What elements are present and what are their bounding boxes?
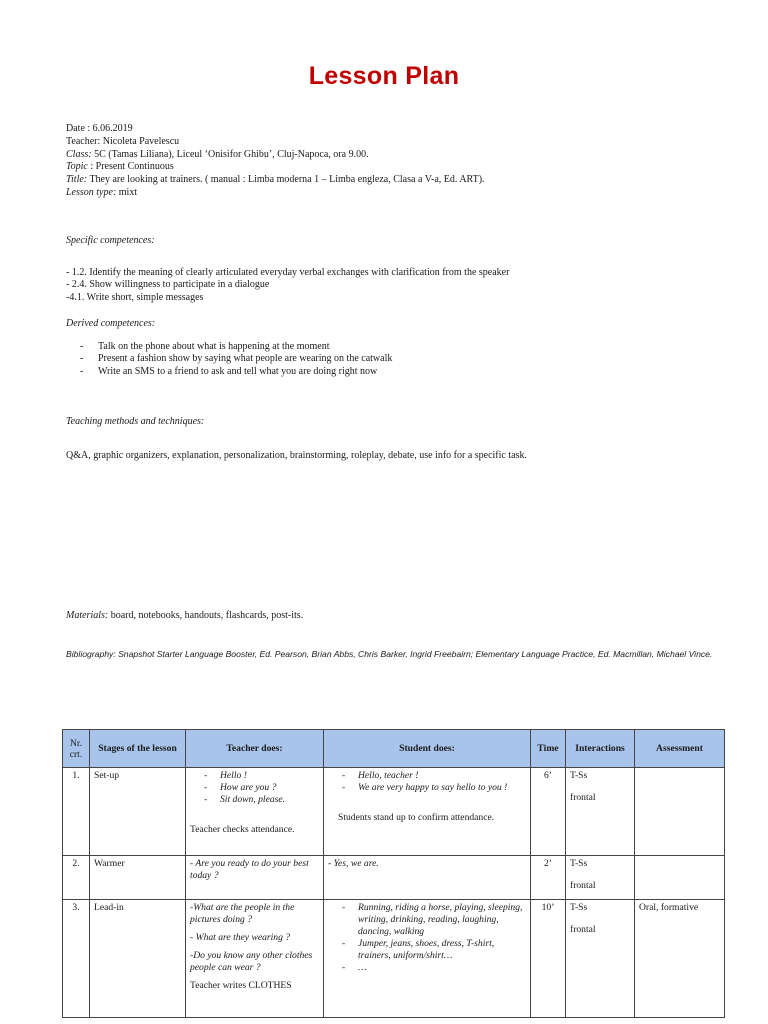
row-time: 10’ (531, 900, 566, 1018)
lesson-meta (66, 123, 485, 200)
row-interactions: T-Ss frontal (566, 768, 635, 856)
list-item: - … (328, 962, 526, 974)
row-number: 1. (63, 768, 90, 856)
row-interactions: T-Ss frontal (566, 856, 635, 900)
row-number: 2. (63, 856, 90, 900)
row-time: 6’ (531, 768, 566, 856)
row-stage: Set-up (90, 768, 186, 856)
row-student-does: - Yes, we are. (324, 856, 531, 900)
row-interactions: T-Ss frontal (566, 900, 635, 1018)
col-header-assessment: Assessment (635, 730, 725, 768)
list-item: - Running, riding a horse, playing, sleeping, writing, drinking, reading, laughing, dancing, walking (328, 902, 526, 938)
list-item: - 2.4. Show willingness to participate in a dialogue (66, 279, 270, 291)
teaching-methods-label: Teaching methods and techniques: (66, 416, 205, 427)
row-teacher-does: -What are the people in the pictures doing ? - What are they wearing ? -Do you know any other clothes people can wear ? Teacher writes CLOTHES (186, 900, 324, 1018)
specific-competences-label: Specific competences: (66, 235, 155, 246)
teacher-note: Teacher checks attendance. (190, 824, 295, 835)
derived-competences-label: Derived competences: (66, 318, 156, 329)
col-header-stages: Stages of the lesson (90, 730, 186, 768)
col-header-time: Time (531, 730, 566, 768)
list-item: - Hello, teacher ! (328, 770, 526, 782)
col-header-teacher: Teacher does: (186, 730, 324, 768)
meta-date: Date : 6.06.2019 (66, 123, 133, 134)
page-title: Lesson Plan (308, 62, 460, 90)
meta-lesson-type: Lesson type: mixt (66, 186, 138, 198)
row-assessment (635, 768, 725, 856)
derived-competences-list (80, 341, 392, 378)
table-row (63, 856, 725, 900)
student-note: Students stand up to confirm attendance. (338, 812, 495, 823)
table-row (63, 900, 725, 1018)
lesson-stages-table (62, 729, 725, 1018)
row-teacher-does (186, 768, 324, 856)
list-item: - 1.2. Identify the meaning of clearly articulated everyday verbal exchanges with clarification from the speaker (66, 267, 510, 278)
col-header-student: Student does: (324, 730, 531, 768)
list-item: - Hello ! (190, 770, 319, 782)
list-item: - Write an SMS to a friend to ask and tell what you are doing right now (80, 365, 378, 377)
meta-topic: Topic : Present Continuous (66, 161, 174, 173)
list-item: - Present a fashion show by saying what people are wearing on the catwalk (80, 353, 393, 365)
row-student-does (324, 768, 531, 856)
row-assessment (635, 856, 725, 900)
teaching-methods-text: Q&A, graphic organizers, explanation, personalization, brainstorming, roleplay, debate, use info for a specific task. (66, 450, 527, 461)
table-header-row (63, 730, 725, 768)
list-item: - Sit down, please. (190, 794, 319, 806)
list-item: - Talk on the phone about what is happening at the moment (80, 341, 330, 352)
row-stage: Lead-in (90, 900, 186, 1018)
row-number: 3. (63, 900, 90, 1018)
row-student-does (324, 900, 531, 1018)
meta-teacher: Teacher: Nicoleta Pavelescu (66, 135, 180, 147)
list-item: -4.1. Write short, simple messages (66, 291, 204, 303)
bibliography: Bibliography: Snapshot Starter Language Booster, Ed. Pearson, Brian Abbs, Chris Barker, Ingrid Freebairn; Elementary Language Practice, Ed. Macmillan, Michael Vince. (66, 649, 713, 659)
list-item: - How are you ? (190, 782, 319, 794)
col-header-nr: Nr. crt. (63, 730, 90, 768)
row-time: 2’ (531, 856, 566, 900)
meta-class: Class: 5C (Tamas Liliana), Liceul ‘Onisifor Ghibu’, Cluj-Napoca, ora 9.00. (66, 148, 369, 160)
row-teacher-does: - Are you ready to do your best today ? (186, 856, 324, 900)
row-assessment: Oral, formative (635, 900, 725, 1018)
table-row (63, 768, 725, 856)
materials: Materials: board, notebooks, handouts, flashcards, post-its. (66, 610, 304, 621)
row-stage: Warmer (90, 856, 186, 900)
specific-competences-list (66, 267, 509, 304)
col-header-interactions: Interactions (566, 730, 635, 768)
meta-title: Title: They are looking at trainers. ( manual : Limba moderna 1 – Limba engleza, Clasa a V-a, Ed. ART). (66, 174, 485, 186)
list-item: - We are very happy to say hello to you ! (328, 782, 526, 794)
list-item: - Jumper, jeans, shoes, dress, T-shirt, trainers, uniform/shirt… (328, 938, 526, 962)
